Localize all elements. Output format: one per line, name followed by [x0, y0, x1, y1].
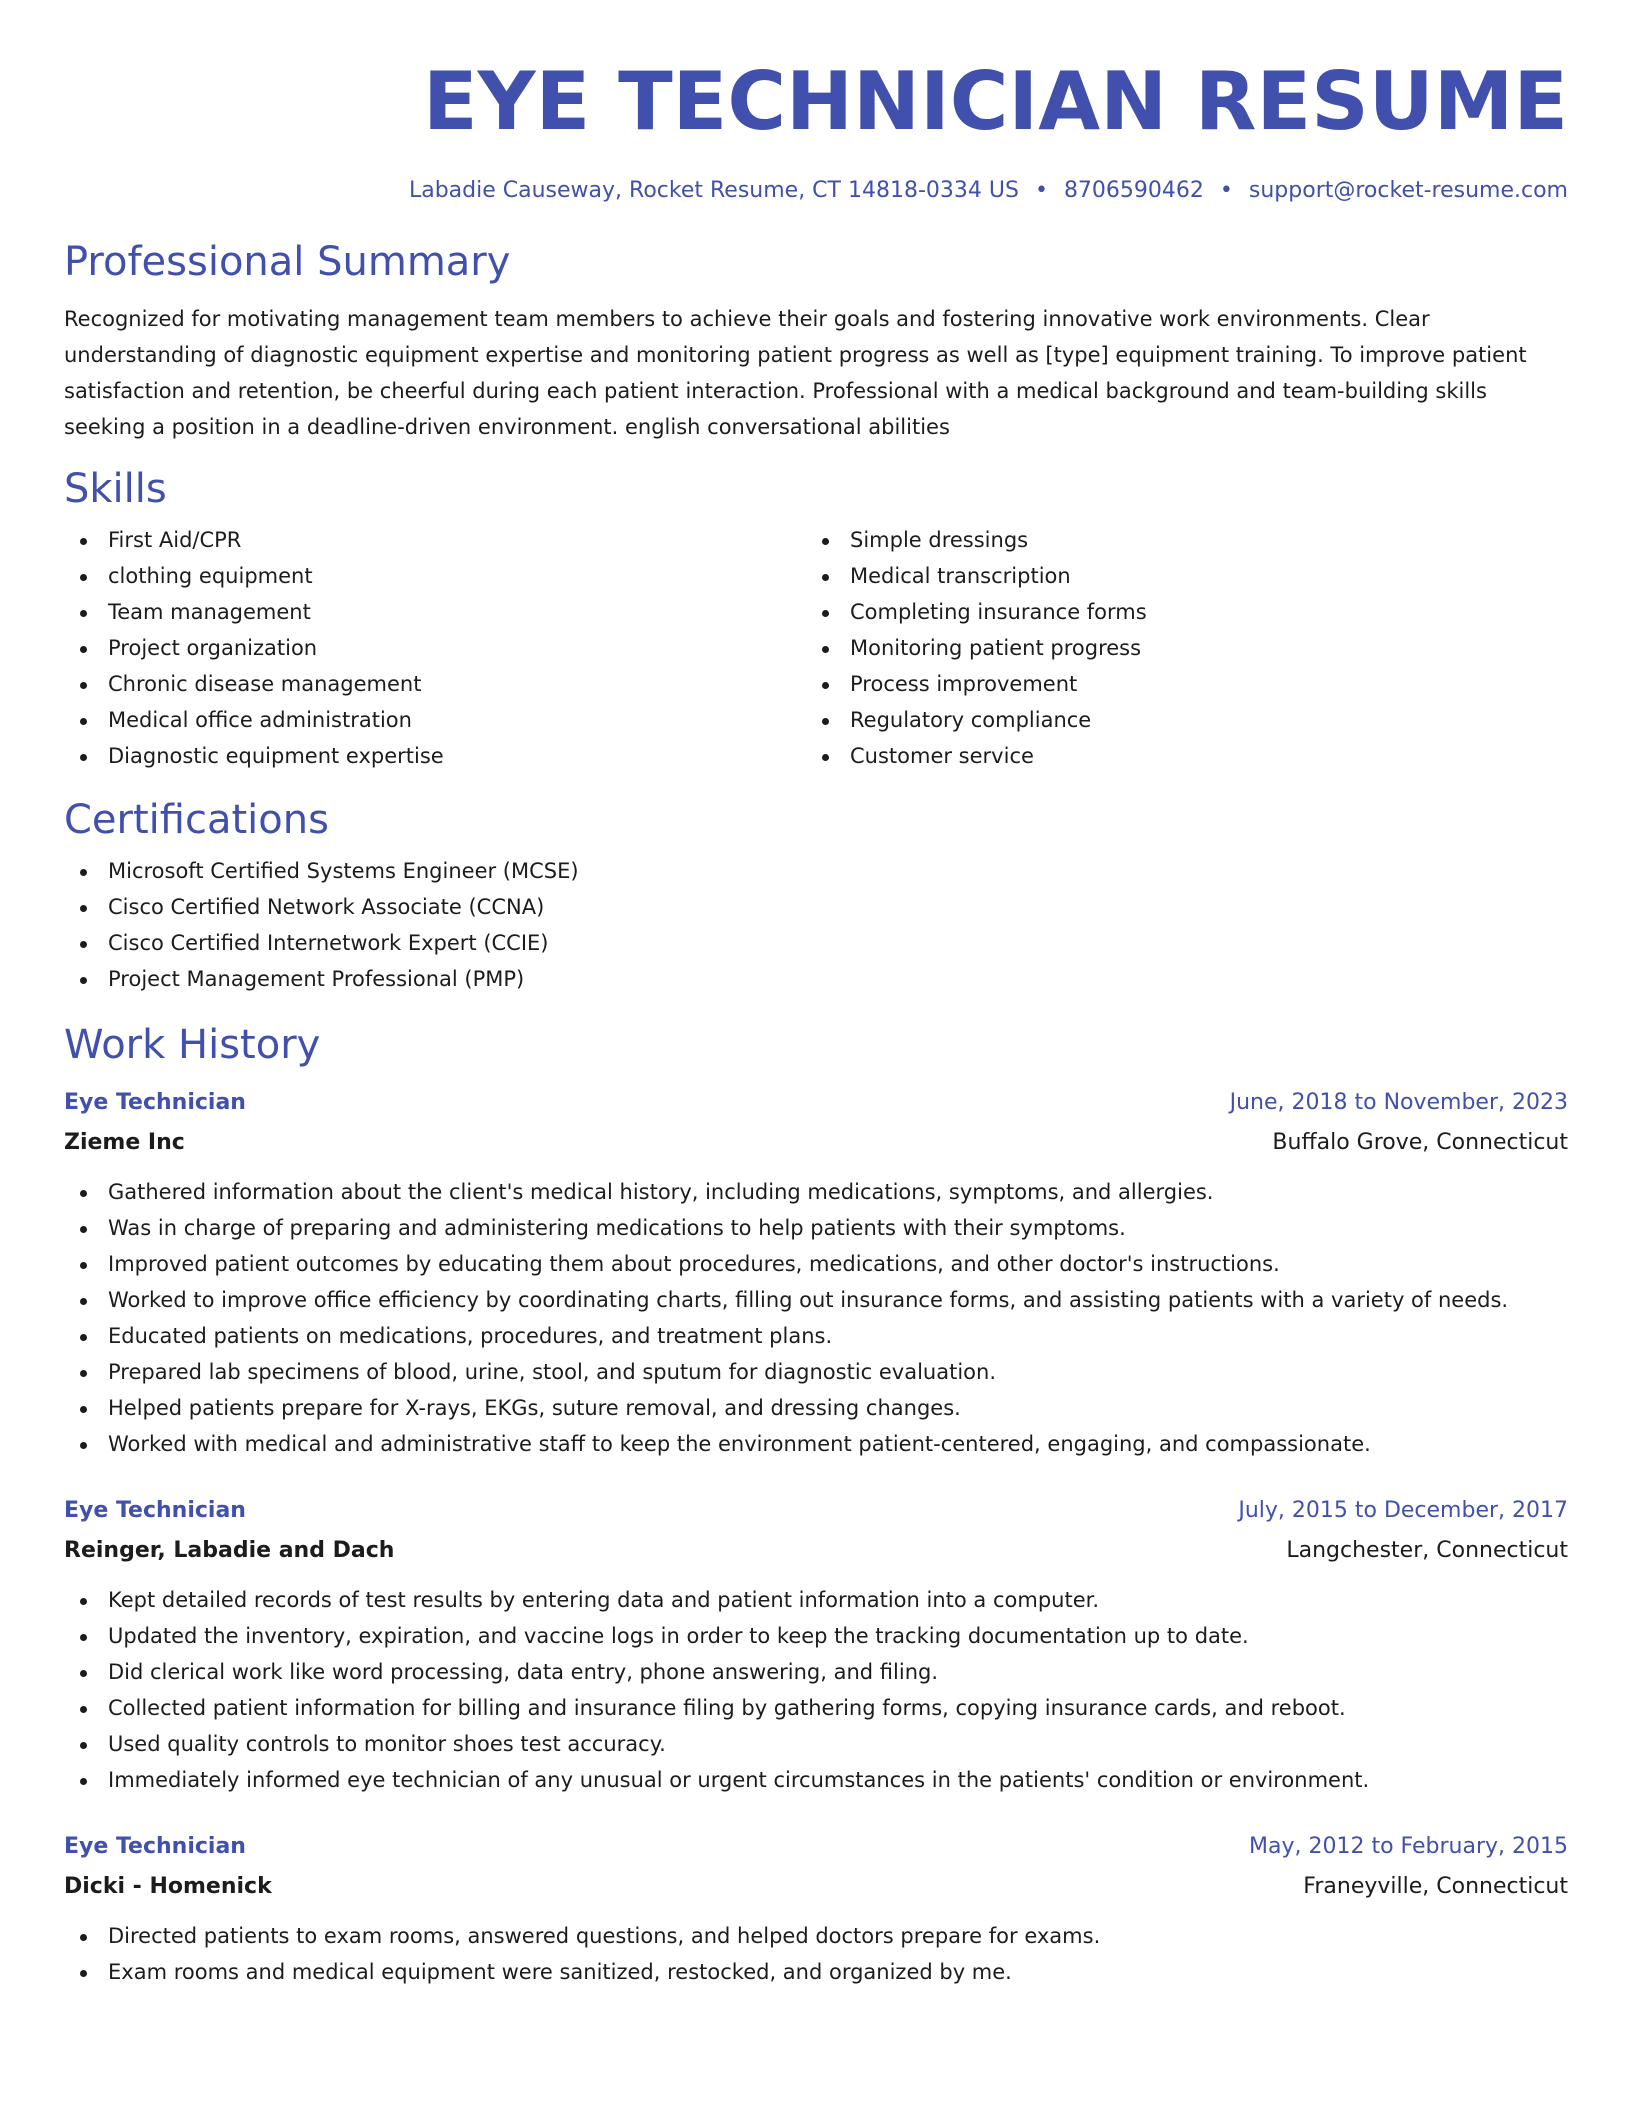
job-title: Eye Technician	[64, 1090, 246, 1115]
section-heading-certifications: Certifications	[64, 797, 329, 843]
job-duty-item: Improved patient outcomes by educating them about procedures, medications, and other doctor's instructions.	[64, 1246, 1568, 1282]
job-title: Eye Technician	[64, 1498, 246, 1523]
job-duty-item: Used quality controls to monitor shoes test accuracy.	[64, 1726, 1568, 1762]
section-heading-work-history: Work History	[64, 1022, 321, 1068]
skill-item: Monitoring patient progress	[806, 630, 1548, 666]
separator-dot: •	[1034, 178, 1048, 203]
job-dates: May, 2012 to February, 2015	[1249, 1834, 1568, 1859]
job-duty-item: Gathered information about the client's medical history, including medications, symptoms, and allergies.	[64, 1174, 1568, 1210]
job-header	[64, 1829, 1568, 1865]
job-subheader	[64, 1869, 1568, 1905]
job-duty-item: Directed patients to exam rooms, answered questions, and helped doctors prepare for exams.	[64, 1918, 1568, 1954]
job-header	[64, 1493, 1568, 1529]
skills-column-right	[806, 522, 1548, 774]
contact-email[interactable]: support@rocket-resume.com	[1248, 178, 1568, 203]
skill-item: Diagnostic equipment expertise	[64, 738, 806, 774]
section-heading-summary: Professional Summary	[64, 239, 511, 285]
job-duties-list	[64, 1582, 1568, 1798]
job-duty-item: Helped patients prepare for X-rays, EKGs, suture removal, and dressing changes.	[64, 1390, 1568, 1426]
skill-item: Completing insurance forms	[806, 594, 1548, 630]
job-location: Franeyville, Connecticut	[1303, 1874, 1568, 1899]
separator-dot: •	[1219, 178, 1233, 203]
contact-phone[interactable]: 8706590462	[1063, 178, 1204, 203]
job-duty-item: Prepared lab specimens of blood, urine, stool, and sputum for diagnostic evaluation.	[64, 1354, 1568, 1390]
job-duty-item: Immediately informed eye technician of any unusual or urgent circumstances in the patients' condition or environment.	[64, 1762, 1568, 1798]
skill-item: Customer service	[806, 738, 1548, 774]
job-location: Langchester, Connecticut	[1286, 1538, 1568, 1563]
skill-item: Process improvement	[806, 666, 1548, 702]
job-entry	[64, 1085, 1568, 1462]
certification-item: Cisco Certified Network Associate (CCNA)	[64, 889, 1568, 925]
job-company: Dicki - Homenick	[64, 1874, 272, 1899]
summary-text: Recognized for motivating management team members to achieve their goals and fostering innovative work environments. Clear understanding of diagnostic equipment expertise and monitoring patient progress as well as [type] equipment training. To improve patient satisfaction and retention, be cheerful during each patient interaction. Professional with a medical background and team-building skills seeking a position in a deadline-driven environment. english conversational abilities	[64, 307, 1527, 439]
resume-page	[64, 0, 1568, 1990]
section-heading-skills: Skills	[64, 466, 167, 512]
skill-item: Project organization	[64, 630, 806, 666]
job-dates: June, 2018 to November, 2023	[1229, 1090, 1568, 1115]
job-subheader	[64, 1533, 1568, 1569]
skill-item: Simple dressings	[806, 522, 1548, 558]
skill-item: Chronic disease management	[64, 666, 806, 702]
certification-item: Cisco Certified Internetwork Expert (CCIE)	[64, 925, 1568, 961]
resume-title: EYE TECHNICIAN RESUME	[423, 55, 1568, 148]
job-header	[64, 1085, 1568, 1121]
skill-item: clothing equipment	[64, 558, 806, 594]
job-dates: July, 2015 to December, 2017	[1238, 1498, 1568, 1523]
certification-item: Microsoft Certified Systems Engineer (MCSE)	[64, 853, 1568, 889]
job-duties-list	[64, 1918, 1568, 1990]
skills-column-left	[64, 522, 806, 774]
job-location: Buffalo Grove, Connecticut	[1272, 1130, 1568, 1155]
skill-item: Medical office administration	[64, 702, 806, 738]
job-duty-item: Exam rooms and medical equipment were sanitized, restocked, and organized by me.	[64, 1954, 1568, 1990]
contact-line	[64, 180, 1568, 202]
skill-item: Medical transcription	[806, 558, 1548, 594]
job-duty-item: Updated the inventory, expiration, and vaccine logs in order to keep the tracking documentation up to date.	[64, 1618, 1568, 1654]
job-duty-item: Educated patients on medications, procedures, and treatment plans.	[64, 1318, 1568, 1354]
job-company: Reinger, Labadie and Dach	[64, 1538, 395, 1563]
job-title: Eye Technician	[64, 1834, 246, 1859]
skill-item: Regulatory compliance	[806, 702, 1548, 738]
job-entry	[64, 1829, 1568, 1990]
contact-address: Labadie Causeway, Rocket Resume, CT 14818-0334 US	[408, 178, 1019, 203]
certifications-list	[64, 853, 1568, 997]
job-duty-item: Worked with medical and administrative staff to keep the environment patient-centered, engaging, and compassionate.	[64, 1426, 1568, 1462]
job-duty-item: Collected patient information for billing and insurance filing by gathering forms, copying insurance cards, and reboot.	[64, 1690, 1568, 1726]
skills-list	[64, 522, 1568, 774]
job-duty-item: Kept detailed records of test results by entering data and patient information into a computer.	[64, 1582, 1568, 1618]
job-duty-item: Did clerical work like word processing, data entry, phone answering, and filing.	[64, 1654, 1568, 1690]
certification-item: Project Management Professional (PMP)	[64, 961, 1568, 997]
job-subheader	[64, 1125, 1568, 1161]
job-entry	[64, 1493, 1568, 1798]
job-duty-item: Was in charge of preparing and administering medications to help patients with their symptoms.	[64, 1210, 1568, 1246]
skill-item: Team management	[64, 594, 806, 630]
job-duty-item: Worked to improve office efficiency by coordinating charts, filling out insurance forms, and assisting patients with a variety of needs.	[64, 1282, 1568, 1318]
job-duties-list	[64, 1174, 1568, 1462]
skill-item: First Aid/CPR	[64, 522, 806, 558]
job-company: Zieme Inc	[64, 1130, 185, 1155]
